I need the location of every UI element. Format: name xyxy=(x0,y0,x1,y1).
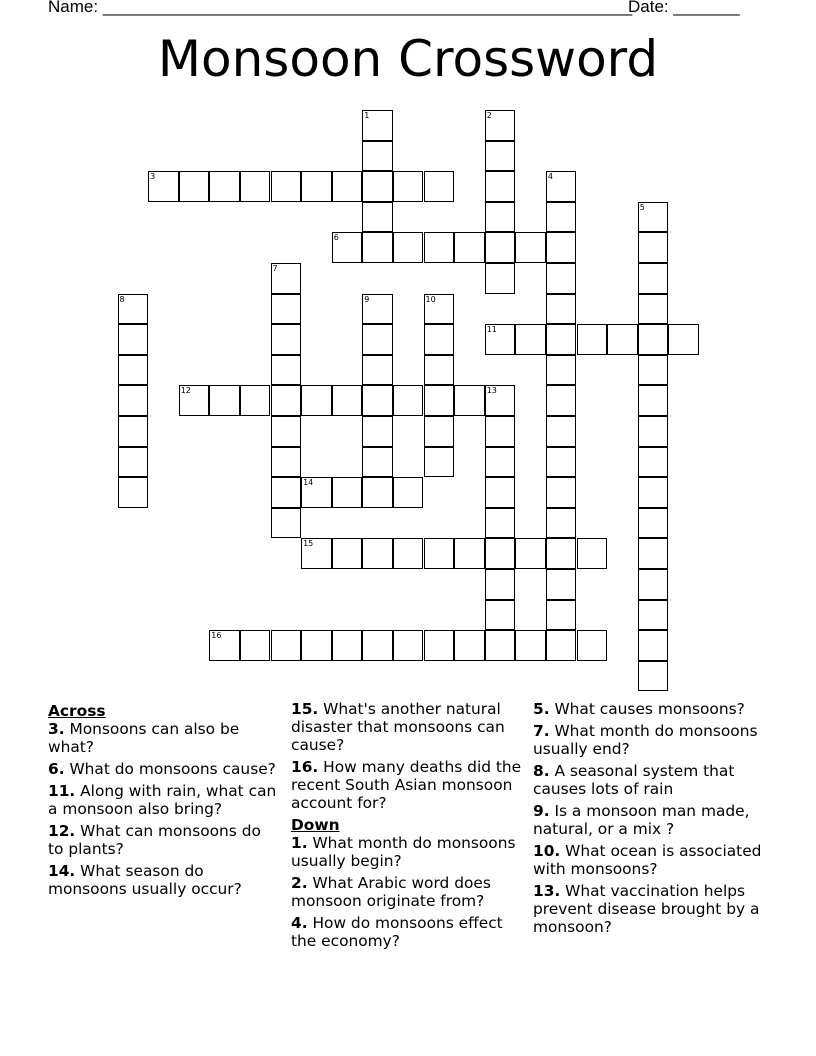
grid-cell xyxy=(393,538,424,569)
clue-item-number: 15. xyxy=(291,700,319,718)
clue-item xyxy=(533,842,773,878)
clue-item-text: A seasonal system that causes lots of rain xyxy=(533,762,735,798)
grid-cell xyxy=(454,232,485,263)
grid-cell xyxy=(546,600,577,631)
grid-cell xyxy=(148,171,179,202)
grid-cell xyxy=(362,141,393,172)
clue-item-text: What month do monsoons usually end? xyxy=(533,722,758,758)
clue-number: 15 xyxy=(303,539,314,549)
grid-cell xyxy=(301,385,332,416)
grid-cell xyxy=(271,171,302,202)
name-field-label: Name: ________________________________________________________ xyxy=(48,0,633,16)
grid-cell xyxy=(424,294,455,325)
grid-cell xyxy=(515,630,546,661)
grid-cell xyxy=(271,630,302,661)
grid-cell xyxy=(301,630,332,661)
grid-cell xyxy=(638,324,669,355)
grid-cell xyxy=(515,538,546,569)
grid-cell xyxy=(485,569,516,600)
grid-cell xyxy=(424,324,455,355)
grid-cell xyxy=(668,324,699,355)
date-field-label: Date: _______ xyxy=(628,0,740,16)
clue-item xyxy=(533,700,773,718)
grid-cell xyxy=(546,263,577,294)
clue-item xyxy=(48,760,280,778)
grid-cell xyxy=(240,630,271,661)
grid-cell xyxy=(485,141,516,172)
clues-column-3 xyxy=(533,700,773,940)
grid-cell xyxy=(638,477,669,508)
across-heading: Across xyxy=(48,702,106,720)
grid-cell xyxy=(485,538,516,569)
grid-cell xyxy=(362,202,393,233)
clue-item xyxy=(533,722,773,758)
grid-cell xyxy=(546,294,577,325)
grid-cell xyxy=(546,477,577,508)
grid-cell xyxy=(638,294,669,325)
grid-cell xyxy=(485,508,516,539)
grid-cell xyxy=(638,538,669,569)
grid-cell xyxy=(454,630,485,661)
grid-cell xyxy=(424,385,455,416)
clue-number: 5 xyxy=(639,202,645,212)
grid-cell xyxy=(424,232,455,263)
clue-number: 2 xyxy=(486,111,492,120)
down-heading: Down xyxy=(291,816,340,834)
grid-cell xyxy=(393,477,424,508)
clue-item xyxy=(48,782,280,818)
grid-cell xyxy=(362,324,393,355)
grid-cell xyxy=(424,355,455,386)
clue-item-text: What's another natural disaster that monsoons can cause? xyxy=(291,700,505,754)
grid-cell xyxy=(546,538,577,569)
clue-item-text: What causes monsoons? xyxy=(549,700,745,718)
clue-item xyxy=(291,874,523,910)
clues-column-1 xyxy=(48,700,280,902)
grid-cell xyxy=(393,630,424,661)
grid-cell xyxy=(638,600,669,631)
grid-cell xyxy=(271,385,302,416)
clue-item-text: What month do monsoons usually begin? xyxy=(291,834,516,870)
grid-cell xyxy=(546,355,577,386)
clue-number: 10 xyxy=(425,294,436,304)
clue-item-number: 4. xyxy=(291,914,308,932)
grid-cell xyxy=(485,630,516,661)
grid-cell xyxy=(118,385,149,416)
clue-number: 6 xyxy=(333,233,339,243)
grid-cell xyxy=(607,324,638,355)
grid-cell xyxy=(271,355,302,386)
grid-cell xyxy=(301,171,332,202)
clue-item-text: What vaccination helps prevent disease brought by a monsoon? xyxy=(533,882,760,936)
grid-cell xyxy=(118,294,149,325)
clue-item-number: 12. xyxy=(48,822,76,840)
grid-cell xyxy=(546,630,577,661)
clue-number: 1 xyxy=(364,111,370,120)
grid-cell xyxy=(332,538,363,569)
clue-item-number: 7. xyxy=(533,722,550,740)
clue-item xyxy=(48,720,280,756)
grid-cell xyxy=(485,385,516,416)
grid-cell xyxy=(393,385,424,416)
grid-cell xyxy=(271,447,302,478)
grid-cell xyxy=(240,171,271,202)
grid-cell xyxy=(546,232,577,263)
clue-item-text: What season do monsoons usually occur? xyxy=(48,862,242,898)
grid-cell xyxy=(424,416,455,447)
clue-item-number: 10. xyxy=(533,842,561,860)
grid-cell xyxy=(362,171,393,202)
clue-item-text: What Arabic word does monsoon originate from? xyxy=(291,874,491,910)
clue-item-text: What can monsoons do to plants? xyxy=(48,822,261,858)
grid-cell xyxy=(362,385,393,416)
grid-cell xyxy=(301,477,332,508)
grid-cell xyxy=(209,171,240,202)
clue-item xyxy=(291,758,523,812)
grid-cell xyxy=(362,416,393,447)
clue-item-number: 11. xyxy=(48,782,76,800)
grid-cell xyxy=(424,630,455,661)
grid-cell xyxy=(209,630,240,661)
clue-item-number: 2. xyxy=(291,874,308,892)
clue-item xyxy=(533,802,773,838)
grid-cell xyxy=(638,202,669,233)
clue-item-number: 14. xyxy=(48,862,76,880)
grid-cell xyxy=(179,171,210,202)
clue-number: 3 xyxy=(150,172,156,182)
grid-cell xyxy=(362,232,393,263)
grid-cell xyxy=(485,202,516,233)
grid-cell xyxy=(546,385,577,416)
grid-cell xyxy=(362,630,393,661)
grid-cell xyxy=(638,569,669,600)
grid-cell xyxy=(271,477,302,508)
grid-cell xyxy=(362,110,393,141)
grid-cell xyxy=(118,324,149,355)
clue-number: 7 xyxy=(272,264,278,273)
grid-cell xyxy=(546,508,577,539)
clue-number: 9 xyxy=(364,294,370,304)
grid-cell xyxy=(271,263,302,294)
clue-item-text: What do monsoons cause? xyxy=(64,760,276,778)
clue-number: 11 xyxy=(486,325,497,335)
grid-cell xyxy=(638,232,669,263)
clue-item-number: 3. xyxy=(48,720,65,738)
grid-cell xyxy=(485,110,516,141)
grid-cell xyxy=(546,324,577,355)
grid-cell xyxy=(485,600,516,631)
clue-number: 12 xyxy=(180,386,191,396)
clues-column-2 xyxy=(291,700,523,954)
grid-cell xyxy=(454,385,485,416)
grid-cell xyxy=(638,263,669,294)
grid-cell xyxy=(424,171,455,202)
clue-item-number: 9. xyxy=(533,802,550,820)
grid-cell xyxy=(485,477,516,508)
grid-cell xyxy=(424,447,455,478)
grid-cell xyxy=(485,232,516,263)
grid-cell xyxy=(638,508,669,539)
clue-item-number: 16. xyxy=(291,758,319,776)
grid-cell xyxy=(638,355,669,386)
grid-cell xyxy=(485,416,516,447)
clue-item-text: How do monsoons effect the economy? xyxy=(291,914,503,950)
grid-cell xyxy=(485,324,516,355)
grid-cell xyxy=(393,171,424,202)
grid-cell xyxy=(454,538,485,569)
grid-cell xyxy=(240,385,271,416)
grid-cell xyxy=(638,661,669,692)
grid-cell xyxy=(332,477,363,508)
clue-item-text: Is a monsoon man made, natural, or a mix ? xyxy=(533,802,750,838)
grid-cell xyxy=(638,630,669,661)
grid-cell xyxy=(546,569,577,600)
clue-item xyxy=(291,700,523,754)
clue-item-text: Along with rain, what can a monsoon also bring? xyxy=(48,782,277,818)
grid-cell xyxy=(271,416,302,447)
grid-cell xyxy=(362,355,393,386)
clue-number: 16 xyxy=(211,631,222,641)
grid-cell xyxy=(546,416,577,447)
grid-cell xyxy=(118,416,149,447)
clue-item-number: 5. xyxy=(533,700,550,718)
clue-item-text: Monsoons can also be what? xyxy=(48,720,240,756)
grid-cell xyxy=(332,171,363,202)
grid-cell xyxy=(362,538,393,569)
grid-cell xyxy=(485,447,516,478)
clue-item xyxy=(291,834,523,870)
grid-cell xyxy=(332,385,363,416)
clue-item-number: 8. xyxy=(533,762,550,780)
grid-cell xyxy=(179,385,210,416)
clue-number: 4 xyxy=(547,172,553,182)
grid-cell xyxy=(301,538,332,569)
clue-item xyxy=(291,914,523,950)
grid-cell xyxy=(209,385,240,416)
grid-cell xyxy=(362,477,393,508)
clue-number: 14 xyxy=(303,478,314,488)
grid-cell xyxy=(393,232,424,263)
grid-cell xyxy=(362,294,393,325)
grid-cell xyxy=(118,447,149,478)
grid-cell xyxy=(424,538,455,569)
clue-item-text: How many deaths did the recent South Asian monsoon account for? xyxy=(291,758,522,812)
clue-item xyxy=(48,822,280,858)
clue-item xyxy=(48,862,280,898)
clue-item-number: 1. xyxy=(291,834,308,852)
grid-cell xyxy=(271,508,302,539)
grid-cell xyxy=(332,232,363,263)
grid-cell xyxy=(485,263,516,294)
clue-number: 8 xyxy=(119,294,125,304)
clue-item xyxy=(533,882,773,936)
grid-cell xyxy=(638,447,669,478)
grid-cell xyxy=(515,232,546,263)
clue-number: 13 xyxy=(486,386,497,396)
grid-cell xyxy=(332,630,363,661)
grid-cell xyxy=(546,202,577,233)
grid-cell xyxy=(515,324,546,355)
grid-cell xyxy=(546,171,577,202)
clue-item-number: 6. xyxy=(48,760,65,778)
grid-cell xyxy=(271,294,302,325)
grid-cell xyxy=(485,171,516,202)
page-title: Monsoon Crossword xyxy=(157,30,659,88)
grid-cell xyxy=(546,447,577,478)
grid-cell xyxy=(271,324,302,355)
grid-cell xyxy=(638,385,669,416)
clue-item-number: 13. xyxy=(533,882,561,900)
grid-cell xyxy=(638,416,669,447)
clue-item xyxy=(533,762,773,798)
clue-item-text: What ocean is associated with monsoons? xyxy=(533,842,762,878)
grid-cell xyxy=(118,477,149,508)
grid-cell xyxy=(577,630,608,661)
grid-cell xyxy=(118,355,149,386)
grid-cell xyxy=(577,538,608,569)
grid-cell xyxy=(362,447,393,478)
grid-cell xyxy=(577,324,608,355)
